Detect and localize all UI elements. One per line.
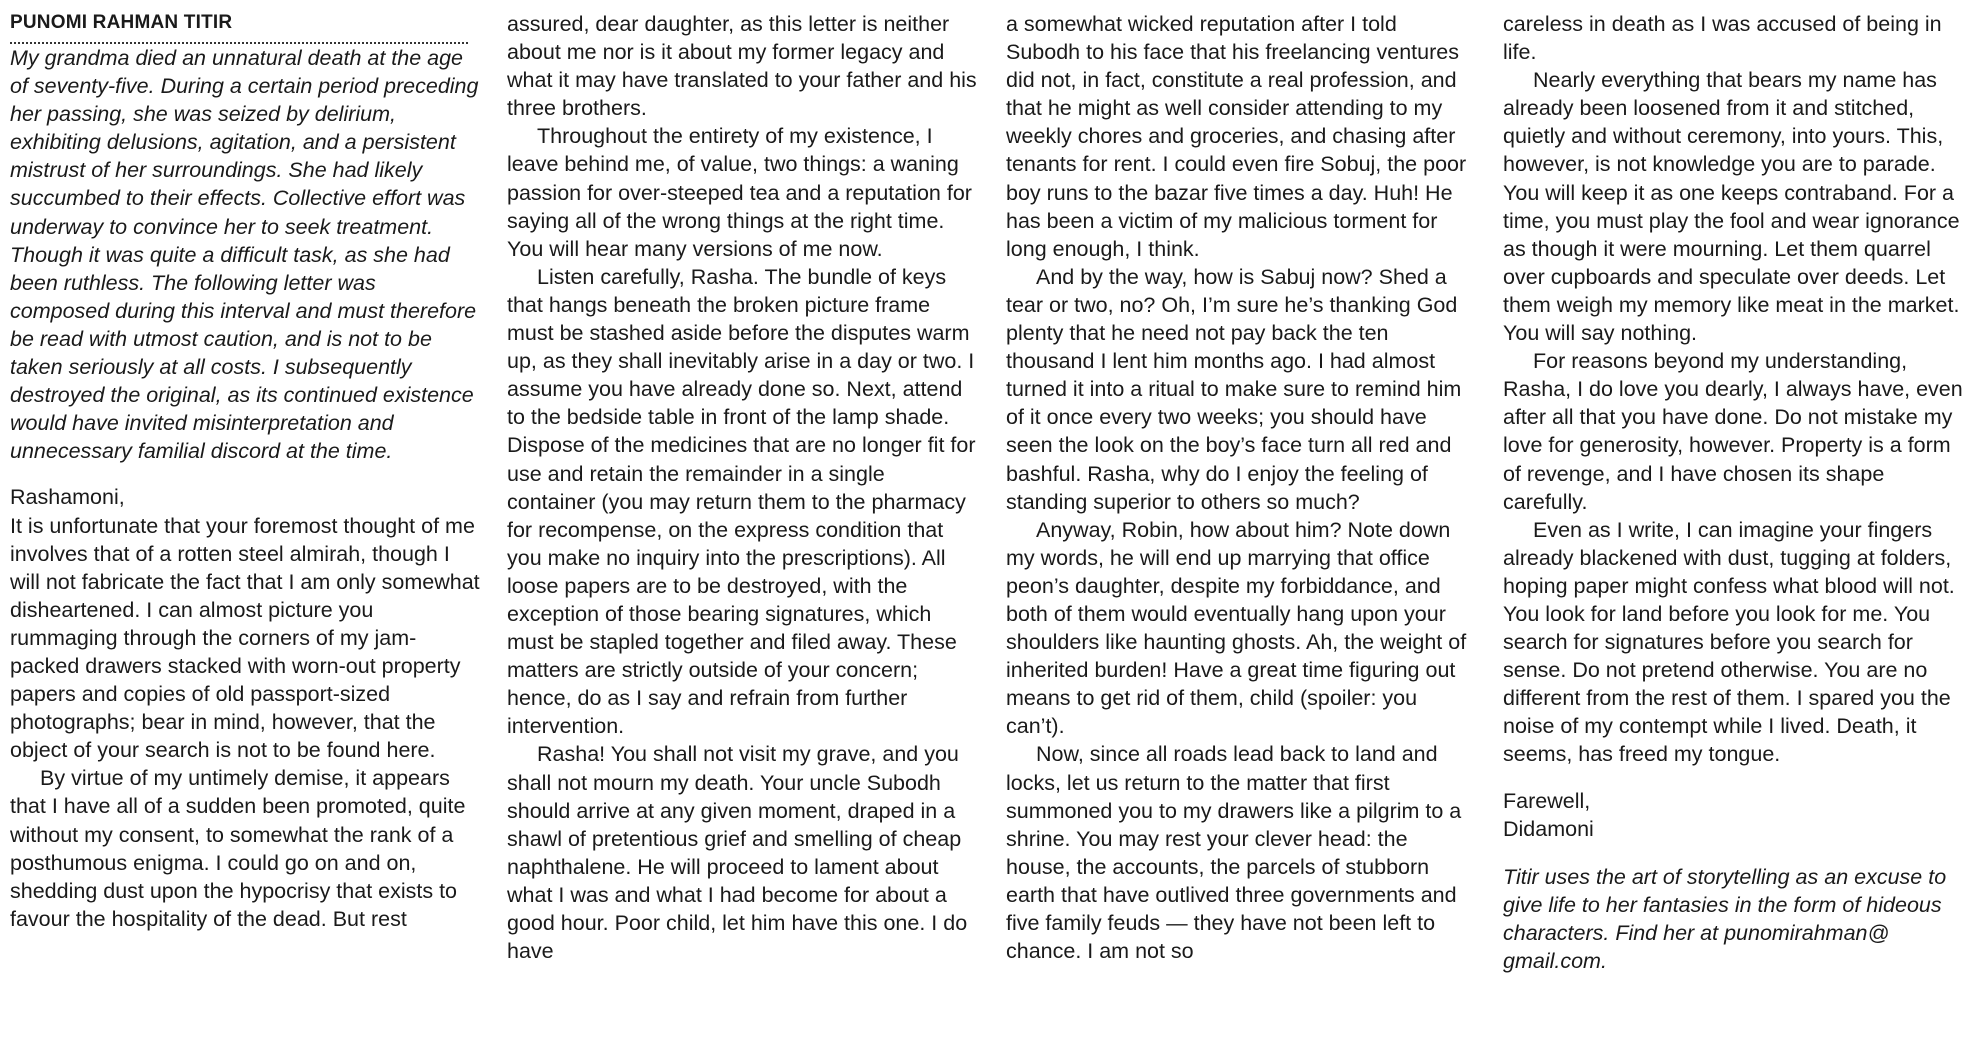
body-paragraph: It is unfortunate that your foremost thought of me involves that of a rotten steel almirah, though I will not fabricate the fact that I am only somewhat disheartened. I can almost picture you rummaging through the corners of my jam-packed drawers stacked with worn-out property papers and copies of old passport-sized photographs; bear in mind, however, that the object of your search is not to be found here. (10, 513, 480, 763)
body-paragraph: Throughout the entirety of my existence, I leave behind me, of value, two things: a waning passion for over-steeped tea and a reputation for saying all of the wrong things at the right time. You will hear many versions of me now. (507, 124, 972, 261)
column-3 (1006, 10, 1476, 1050)
intro-paragraph: My grandma died an unnatural death at the age of seventy-five. During a certain period preceding her passing, she was seized by delirium, exhibiting delusions, agitation, and a persistent mistrust of her surroundings. She had likely succumbed to their effects. Collective effort was underway to convince her to seek treatment. Though it was quite a difficult task, as she had been ruthless. The following letter was composed during this interval and must therefore be read with utmost caution, and is not to be taken seriously at all costs. I subsequently destroyed the original, as its continued existence would have invited misinterpretation and unnecessary familial discord at the time. (10, 46, 479, 464)
body-paragraph: For reasons beyond my understanding, Rasha, I do love you dearly, I always have, even after all that you have done. Do not mistake my love for generosity, however. Property is a form of revenge, and I have chosen its shape carefully. (1503, 349, 1963, 514)
body-paragraph: a somewhat wicked reputation after I told Subodh to his face that his freelancing ventures did not, in fact, constitute a real profession, and that he might as well consider attending to my weekly chores and groceries, and chasing after tenants for rent. I could even fire Sobuj, the poor boy runs to the bazar five times a day. Huh! He has been a victim of my malicious torment for long enough, I think. (1006, 12, 1467, 261)
author-byline: PUNOMI RAHMAN TITIR (10, 10, 468, 44)
column-4 (1503, 10, 1970, 1050)
body-paragraph: Now, since all roads lead back to land and locks, let us return to the matter that first summoned you to my drawers like a pilgrim to a shrine. You may rest your clever head: the house, the accounts, the parcels of stubborn earth that have outlived three governments and five family feuds — they have not been left to chance. I am not so (1006, 742, 1462, 964)
column-1 (10, 10, 480, 1050)
body-paragraph: careless in death as I was accused of being in life. (1503, 12, 1942, 65)
author-bio: Titir uses the art of storytelling as an excuse to give life to her fantasies in the form of hideous characters. Find her at punomirahman@ gmail.com. (1503, 864, 1947, 973)
body-paragraph: By virtue of my untimely demise, it appears that I have all of a sudden been promoted, quite without my consent, to somewhat the rank of a posthumous enigma. I could go on and on, shedding dust upon the hypocrisy that exists to favour the hospitality of the dead. But rest (10, 766, 466, 931)
body-paragraph: assured, dear daughter, as this letter is neither about me nor is it about my former legacy and what it may have translated to your father and his three brothers. (507, 12, 977, 121)
letter-closing: Farewell, (1503, 788, 1591, 813)
body-paragraph: Rasha! You shall not visit my grave, and you shall not mourn my death. Your uncle Subodh should arrive at any given moment, draped in a shawl of pretentious grief and smelling of cheap naphthalene. He will proceed to lament about what I was and what I had become for about a good hour. Poor child, let him have this one. I do have (507, 742, 968, 964)
body-paragraph: Nearly everything that bears my name has already been loosened from it and stitched, quietly and without ceremony, into yours. This, however, is not knowledge you are to parade. You will keep it as one keeps contraband. For a time, you must play the fool and wear ignorance as though it were mourning. Let them quarrel over cupboards and speculate over deeds. Let them weigh my memory like meat in the market. You will say nothing. (1503, 68, 1960, 346)
body-paragraph: And by the way, how is Sabuj now? Shed a tear or two, no? Oh, I’m sure he’s thanking God plenty that he need not pay back the ten thousand I lent him months ago. I had almost turned it into a ritual to make sure to remind him of it once every two weeks; you should have seen the look on the boy’s face turn all red and bashful. Rasha, why do I enjoy the feeling of standing superior to others so much? (1006, 264, 1462, 514)
body-paragraph: Even as I write, I can imagine your fingers already blackened with dust, tugging at folders, hoping paper might confess what blood will not. You look for land before you look for me. You search for signatures before you search for sense. Do not pretend otherwise. You are no different from the rest of them. I spared you the noise of my contempt while I lived. Death, it seems, has freed my tongue. (1503, 517, 1955, 767)
column-2 (507, 10, 977, 1050)
body-paragraph: Listen carefully, Rasha. The bundle of keys that hangs beneath the broken picture frame must be stashed aside before the disputes warm up, as they shall inevitably arise in a day or two. I assume you have already done so. Next, attend to the bedside table in front of the lamp shade. Dispose of the medicines that are no longer fit for use and retain the remainder in a single container (you may return them to the pharmacy for recompense, on the express condition that you make no inquiry into the prescriptions). All loose papers are to be destroyed, with the exception of those bearing signatures, which must be stapled together and filed away. These matters are strictly outside of your concern; hence, do as I say and refrain from further intervention. (507, 264, 976, 739)
body-paragraph: Anyway, Robin, how about him? Note down my words, he will end up marrying that office peon’s daughter, despite my forbiddance, and both of them would eventually hang upon your shoulders like haunting ghosts. Ah, the weight of inherited burden! Have a great time figuring out means to get rid of them, child (spoiler: you can’t). (1006, 517, 1467, 739)
letter-salutation: Rashamoni, (10, 485, 125, 510)
letter-signature: Didamoni (1503, 816, 1594, 841)
